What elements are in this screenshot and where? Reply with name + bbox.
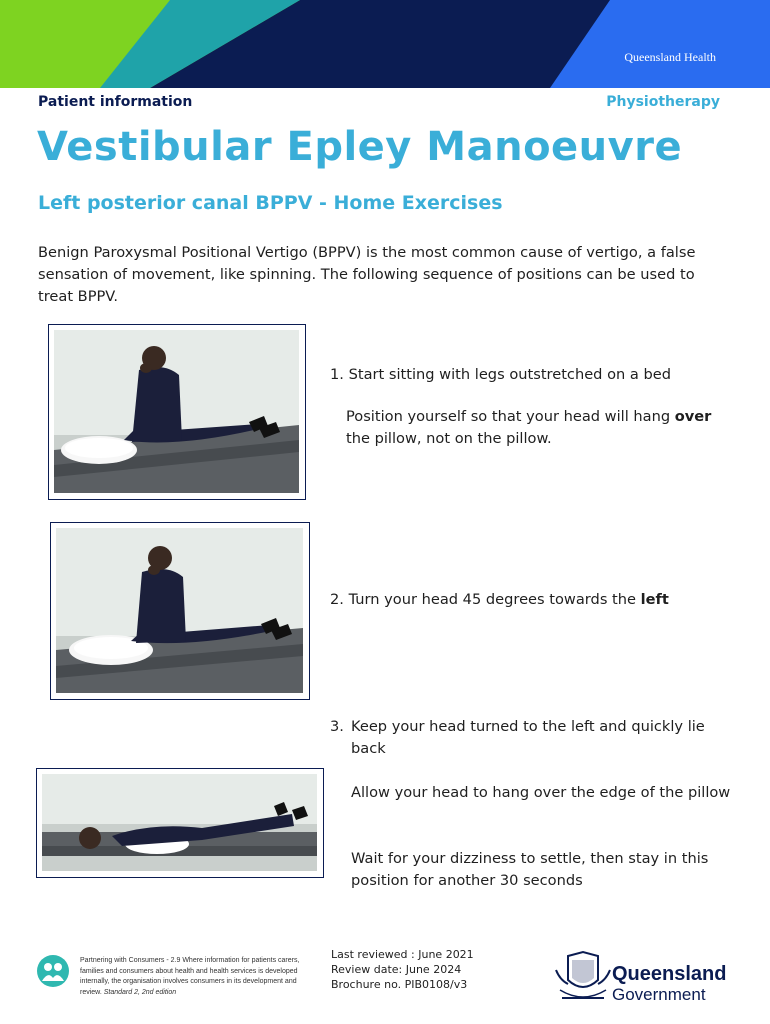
consumers-standard: Standard 2, 2nd edition — [103, 988, 177, 996]
wordmark-queensland: Queensland — [612, 963, 727, 985]
step-2-text: Turn your head 45 degrees towards the — [348, 591, 641, 608]
consumers-note — [80, 956, 308, 998]
step-3-detail-2: Wait for your dizziness to settle, then stay in this position for another 30 seconds — [351, 850, 709, 889]
step-3-number: 3. — [330, 718, 344, 735]
step-1-number: 1. — [330, 366, 344, 383]
intro-paragraph: Benign Paroxysmal Positional Vertigo (BPPV) is the most common cause of vertigo, a false sensation of movement, like spinning. The following sequence of positions can be used to treat BPPV. — [38, 244, 696, 305]
department-label: Physiotherapy — [606, 94, 720, 110]
review-date: Review date: June 2024 — [331, 963, 462, 976]
last-reviewed: Last reviewed : June 2021 — [331, 948, 474, 961]
wordmark-government: Government — [612, 985, 706, 1004]
step-1-detail-post: the pillow, not on the pillow. — [346, 430, 552, 447]
header-banner — [0, 0, 770, 88]
step-3-instruction — [330, 716, 740, 760]
step-1-detail — [346, 406, 736, 450]
step-2-instruction — [330, 589, 750, 611]
step-2-photo — [50, 522, 310, 700]
category-label: Patient information — [38, 94, 193, 110]
banner-graphic — [0, 0, 770, 88]
step-3-detail: Allow your head to hang over the edge of the pillow — [351, 784, 731, 801]
brochure-number: Brochure no. PIB0108/v3 — [331, 978, 468, 991]
consumers-partnering-icon — [36, 954, 70, 988]
queensland-coat-of-arms-logo — [548, 950, 618, 1008]
step-1-photo — [48, 324, 306, 500]
consumers-note-text: Partnering with Consumers - 2.9 Where information for patients carers, families and consumers about health and health services is developed internally, the organisation involves consumers in its development and review. — [80, 957, 300, 996]
review-info — [331, 947, 511, 992]
step-1-detail-bold: over — [674, 408, 712, 425]
page-title: Vestibular Epley Manoeuvre — [37, 124, 683, 170]
agency-name: Queensland Health — [624, 50, 716, 64]
page-subtitle: Left posterior canal BPPV - Home Exercises — [38, 192, 503, 214]
step-1-detail-pre: Position yourself so that your head will hang — [346, 408, 675, 425]
step-2-text-bold: left — [640, 591, 669, 608]
queensland-government-wordmark — [612, 963, 726, 1005]
step-1-instruction — [330, 364, 750, 386]
step-3-photo — [36, 768, 324, 878]
step-1-text: Start sitting with legs outstretched on a bed — [348, 366, 671, 383]
step-2-number: 2. — [330, 591, 344, 608]
step-3-text: Keep your head turned to the left and quickly lie back — [351, 718, 705, 757]
